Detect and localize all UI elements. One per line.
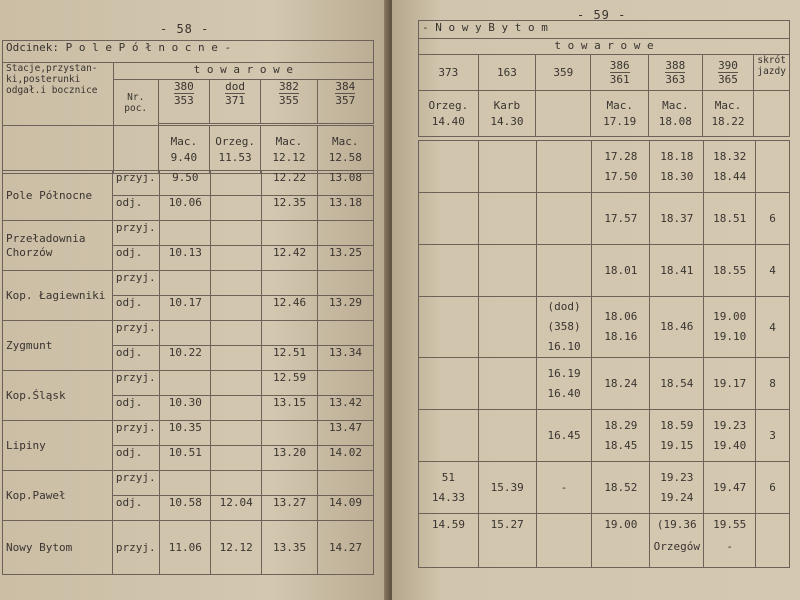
station-row xyxy=(419,358,790,410)
departure-label: odj. xyxy=(112,196,160,221)
train-number: 359 xyxy=(536,55,591,91)
time-cell xyxy=(478,410,536,462)
departure-time: 10.06 xyxy=(160,196,211,221)
departure-time: 13.20 xyxy=(262,446,318,471)
departure-time xyxy=(211,346,262,371)
station-row xyxy=(3,471,374,496)
origin-blank xyxy=(113,126,158,174)
time-cell: 19.00 xyxy=(592,514,650,568)
origin-cell: Mac. 17.19 xyxy=(591,91,649,137)
arrival-time xyxy=(318,271,374,296)
departure-time: 12.51 xyxy=(262,346,318,371)
departure-time: 13.34 xyxy=(318,346,374,371)
train-number: $\frac{384}{357}$ xyxy=(317,80,373,124)
shortcut-cell: 3 xyxy=(756,410,790,462)
time-cell: 18.55 xyxy=(704,245,756,297)
departure-label: odj. xyxy=(112,396,160,421)
time-cell xyxy=(419,193,479,245)
train-number: $\frac{388}{363}$ xyxy=(649,55,703,91)
station-row xyxy=(419,245,790,297)
arrival-label: przyj. xyxy=(112,521,160,575)
arrival-time: 13.47 xyxy=(318,421,374,446)
train-number: $\frac{386}{361}$ xyxy=(591,55,649,91)
time-cell: 19.47 xyxy=(704,462,756,514)
time-cell: 19.55 - xyxy=(704,514,756,568)
arrival-label: przyj. xyxy=(112,321,160,346)
departure-time: 12.42 xyxy=(262,246,318,271)
origin-cell: Mac. 12.12 xyxy=(261,126,317,174)
origin-blank xyxy=(3,126,114,174)
time-cell: 18.59 19.15 xyxy=(650,410,704,462)
arrival-time xyxy=(318,371,374,396)
time-cell: 18.46 xyxy=(650,297,704,358)
station-row xyxy=(3,271,374,296)
station-row xyxy=(419,141,790,193)
time-cell xyxy=(419,245,479,297)
departure-time: 12.46 xyxy=(262,296,318,321)
arrival-time xyxy=(160,471,211,496)
time-cell: 19.17 xyxy=(704,358,756,410)
final-station-row xyxy=(419,514,790,568)
departure-time xyxy=(211,246,262,271)
time-cell xyxy=(419,358,479,410)
arrival-time xyxy=(318,221,374,246)
departure-label: odj. xyxy=(112,446,160,471)
time-cell xyxy=(478,245,536,297)
final-station-row xyxy=(3,521,374,575)
arrival-time xyxy=(211,421,262,446)
time-cell: 18.18 18.30 xyxy=(650,141,704,193)
departure-time: 13.25 xyxy=(318,246,374,271)
arrival-time xyxy=(318,471,374,496)
arrival-time xyxy=(160,371,211,396)
shortcut-cell xyxy=(756,141,790,193)
shortcut-cell xyxy=(756,514,790,568)
time-cell: 16.19 16.40 xyxy=(536,358,592,410)
train-number: $\frac{390}{365}$ xyxy=(702,55,754,91)
departure-time: 13.29 xyxy=(318,296,374,321)
time-cell xyxy=(478,297,536,358)
departure-time: 10.17 xyxy=(160,296,211,321)
time-cell xyxy=(419,410,479,462)
departure-time: 12.35 xyxy=(262,196,318,221)
arrival-time xyxy=(262,421,318,446)
train-number: 163 xyxy=(478,55,536,91)
arrival-label: przyj. xyxy=(112,221,160,246)
time-cell: 18.52 xyxy=(592,462,650,514)
train-number: $\frac{\text{dod}}{371}$ xyxy=(210,80,261,124)
arrival-time: 12.12 xyxy=(211,521,262,575)
group-header: t o w a r o w e xyxy=(113,63,373,80)
train-number-label: Nr. poc. xyxy=(113,80,158,126)
train-number: $\frac{382}{355}$ xyxy=(261,80,317,124)
origin-cell: Karb 14.30 xyxy=(478,91,536,137)
origin-cell: Mac. 18.22 xyxy=(702,91,754,137)
timetable-right-body xyxy=(418,140,790,568)
departure-time: 10.13 xyxy=(160,246,211,271)
section-title: - N o w y B y t o m xyxy=(419,21,790,39)
arrival-time: 12.22 xyxy=(262,171,318,196)
departure-time: 10.58 xyxy=(160,496,211,521)
arrival-time xyxy=(211,471,262,496)
time-cell xyxy=(536,141,592,193)
time-cell: 18.24 xyxy=(592,358,650,410)
time-cell: 19.00 19.10 xyxy=(704,297,756,358)
arrival-time: 13.08 xyxy=(318,171,374,196)
time-cell xyxy=(478,193,536,245)
arrival-time xyxy=(262,221,318,246)
arrival-time: 10.35 xyxy=(160,421,211,446)
arrival-time xyxy=(262,321,318,346)
departure-time xyxy=(211,196,262,221)
time-cell xyxy=(419,297,479,358)
station-name: Zygmunt xyxy=(3,321,113,371)
arrival-label: przyj. xyxy=(112,421,160,446)
time-cell: (dod) (358) 16.10 xyxy=(536,297,592,358)
time-cell: 18.29 18.45 xyxy=(592,410,650,462)
departure-time: 10.22 xyxy=(160,346,211,371)
station-name: Kop. Łagiewniki xyxy=(3,271,113,321)
time-cell xyxy=(536,193,592,245)
time-cell: (19.36 Orzegów xyxy=(650,514,704,568)
time-cell: 14.59 xyxy=(419,514,479,568)
arrival-label: przyj. xyxy=(112,471,160,496)
time-cell: 18.06 18.16 xyxy=(592,297,650,358)
departure-label: odj. xyxy=(112,346,160,371)
departure-time xyxy=(211,446,262,471)
shortcut-cell xyxy=(754,91,790,137)
departure-time xyxy=(211,396,262,421)
arrival-time xyxy=(211,171,262,196)
departure-time: 13.42 xyxy=(318,396,374,421)
time-cell: 18.41 xyxy=(650,245,704,297)
station-row xyxy=(419,297,790,358)
time-cell: 18.01 xyxy=(592,245,650,297)
time-cell: 15.39 xyxy=(478,462,536,514)
station-name: Nowy Bytom xyxy=(3,521,113,575)
origin-cell: Mac. 9.40 xyxy=(158,126,209,174)
arrival-time xyxy=(318,321,374,346)
train-number: 373 xyxy=(419,55,479,91)
time-cell: 18.54 xyxy=(650,358,704,410)
arrival-label: przyj. xyxy=(112,271,160,296)
time-cell xyxy=(536,245,592,297)
station-name: Kop.Paweł xyxy=(3,471,113,521)
arrival-time: 13.35 xyxy=(262,521,318,575)
page-number-right: - 59 - xyxy=(577,8,627,22)
timetable-left-body xyxy=(2,170,374,575)
arrival-time: 14.27 xyxy=(318,521,374,575)
departure-label: odj. xyxy=(112,296,160,321)
station-name: Przeładownia Chorzów xyxy=(3,221,113,271)
arrival-time xyxy=(262,271,318,296)
section-title: Odcinek: P o l e P ó ł n o c n e - xyxy=(3,41,374,63)
time-cell: 18.51 xyxy=(704,193,756,245)
departure-time: 13.18 xyxy=(318,196,374,221)
station-header: Stacje,przystan-ki,posterunki odgał.i bocznice xyxy=(3,63,114,126)
arrival-time xyxy=(211,221,262,246)
departure-time xyxy=(211,296,262,321)
station-row xyxy=(419,462,790,514)
arrival-time: 12.59 xyxy=(262,371,318,396)
page-number-left: - 58 - xyxy=(160,22,210,36)
station-row xyxy=(3,171,374,196)
station-name: Pole Północne xyxy=(3,171,113,221)
time-cell xyxy=(478,141,536,193)
time-cell: 17.28 17.50 xyxy=(592,141,650,193)
arrival-time xyxy=(160,221,211,246)
time-cell: 17.57 xyxy=(592,193,650,245)
station-row xyxy=(3,221,374,246)
right-page xyxy=(392,0,800,600)
arrival-time xyxy=(211,371,262,396)
time-cell: 19.23 19.24 xyxy=(650,462,704,514)
station-name: Kop.Śląsk xyxy=(3,371,113,421)
arrival-time xyxy=(211,321,262,346)
shortcut-header: skrót jazdy xyxy=(754,55,790,91)
departure-time: 14.09 xyxy=(318,496,374,521)
time-cell: 19.23 19.40 xyxy=(704,410,756,462)
station-row xyxy=(419,193,790,245)
departure-label: odj. xyxy=(112,496,160,521)
timetable-left xyxy=(2,40,374,174)
departure-time: 13.15 xyxy=(262,396,318,421)
shortcut-cell: 6 xyxy=(756,193,790,245)
time-cell xyxy=(419,141,479,193)
group-header: t o w a r o w e xyxy=(419,39,790,55)
departure-time: 14.02 xyxy=(318,446,374,471)
time-cell xyxy=(536,514,592,568)
departure-time: 10.51 xyxy=(160,446,211,471)
time-cell: 18.32 18.44 xyxy=(704,141,756,193)
train-number: $\frac{380}{353}$ xyxy=(158,80,209,124)
origin-cell: Mac. 18.08 xyxy=(649,91,703,137)
station-row xyxy=(3,421,374,446)
arrival-label: przyj. xyxy=(112,371,160,396)
arrival-time: 9.50 xyxy=(160,171,211,196)
origin-cell xyxy=(536,91,591,137)
time-cell: 16.45 xyxy=(536,410,592,462)
arrival-time xyxy=(211,271,262,296)
shortcut-cell: 4 xyxy=(756,297,790,358)
time-cell: 18.37 xyxy=(650,193,704,245)
origin-cell: Orzeg. 11.53 xyxy=(210,126,261,174)
departure-label: odj. xyxy=(112,246,160,271)
departure-time: 12.04 xyxy=(211,496,262,521)
arrival-label: przyj. xyxy=(112,171,160,196)
arrival-time xyxy=(262,471,318,496)
left-page xyxy=(0,0,388,600)
arrival-time: 11.06 xyxy=(160,521,211,575)
timetable-right xyxy=(418,20,790,137)
time-cell: 15.27 xyxy=(478,514,536,568)
origin-cell: Orzeg. 14.40 xyxy=(419,91,479,137)
time-cell xyxy=(478,358,536,410)
departure-time: 13.27 xyxy=(262,496,318,521)
station-name: Lipiny xyxy=(3,421,113,471)
station-row xyxy=(3,371,374,396)
arrival-time xyxy=(160,321,211,346)
shortcut-cell: 6 xyxy=(756,462,790,514)
departure-time: 10.30 xyxy=(160,396,211,421)
time-cell: - xyxy=(536,462,592,514)
station-row xyxy=(3,321,374,346)
arrival-time xyxy=(160,271,211,296)
time-cell: 51 14.33 xyxy=(419,462,479,514)
origin-cell: Mac. 12.58 xyxy=(317,126,373,174)
shortcut-cell: 4 xyxy=(756,245,790,297)
shortcut-cell: 8 xyxy=(756,358,790,410)
station-row xyxy=(419,410,790,462)
